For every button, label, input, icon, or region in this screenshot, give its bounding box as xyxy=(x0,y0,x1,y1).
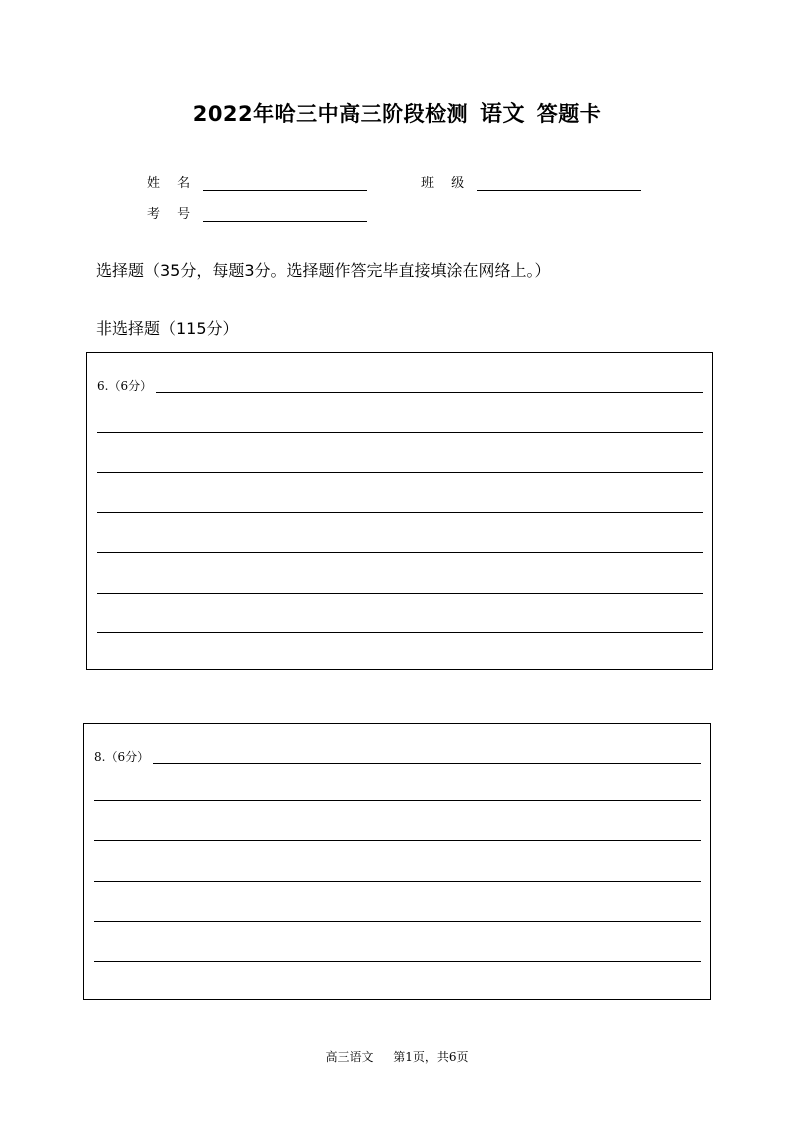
question-8-first-line[interactable] xyxy=(153,749,701,764)
answer-line[interactable] xyxy=(97,593,703,594)
title-subject: 语文 xyxy=(479,101,525,127)
answer-line[interactable] xyxy=(97,432,703,433)
class-row xyxy=(421,172,641,191)
answer-line[interactable] xyxy=(97,512,703,513)
exam-number-row xyxy=(147,203,367,222)
class-field[interactable] xyxy=(477,176,641,191)
answer-box-q6 xyxy=(86,352,713,670)
answer-box-q8 xyxy=(83,723,711,1000)
exam-number-label: 考 号 xyxy=(147,207,191,222)
footer-page-info: 第1页，共6页 xyxy=(393,1050,469,1064)
question-6-row xyxy=(97,378,703,393)
non-multiple-choice-heading: 非选择题（115分） xyxy=(96,319,239,338)
class-label: 班 级 xyxy=(421,176,465,191)
question-6-first-line[interactable] xyxy=(156,378,703,393)
answer-line[interactable] xyxy=(94,961,701,962)
answer-line[interactable] xyxy=(94,840,701,841)
title-suffix: 答题卡 xyxy=(536,102,602,126)
answer-line[interactable] xyxy=(94,800,701,801)
question-8-row xyxy=(94,749,701,764)
page-title xyxy=(0,97,794,128)
name-field[interactable] xyxy=(203,176,367,191)
answer-line[interactable] xyxy=(97,632,703,633)
answer-line[interactable] xyxy=(94,921,701,922)
multiple-choice-heading: 选择题（35分，每题3分。选择题作答完毕直接填涂在网络上。） xyxy=(96,261,551,280)
answer-line[interactable] xyxy=(97,472,703,473)
question-6-label: 6.（6分） xyxy=(97,379,153,393)
page-footer xyxy=(0,1048,794,1065)
answer-line[interactable] xyxy=(94,881,701,882)
question-8-label: 8.（6分） xyxy=(94,750,150,764)
title-prefix: 2022年哈三中高三阶段检测 xyxy=(192,102,469,126)
exam-number-field[interactable] xyxy=(203,207,367,222)
name-row xyxy=(147,172,367,191)
footer-subject: 高三语文 xyxy=(325,1050,374,1064)
answer-line[interactable] xyxy=(97,552,703,553)
name-label: 姓 名 xyxy=(147,176,191,191)
